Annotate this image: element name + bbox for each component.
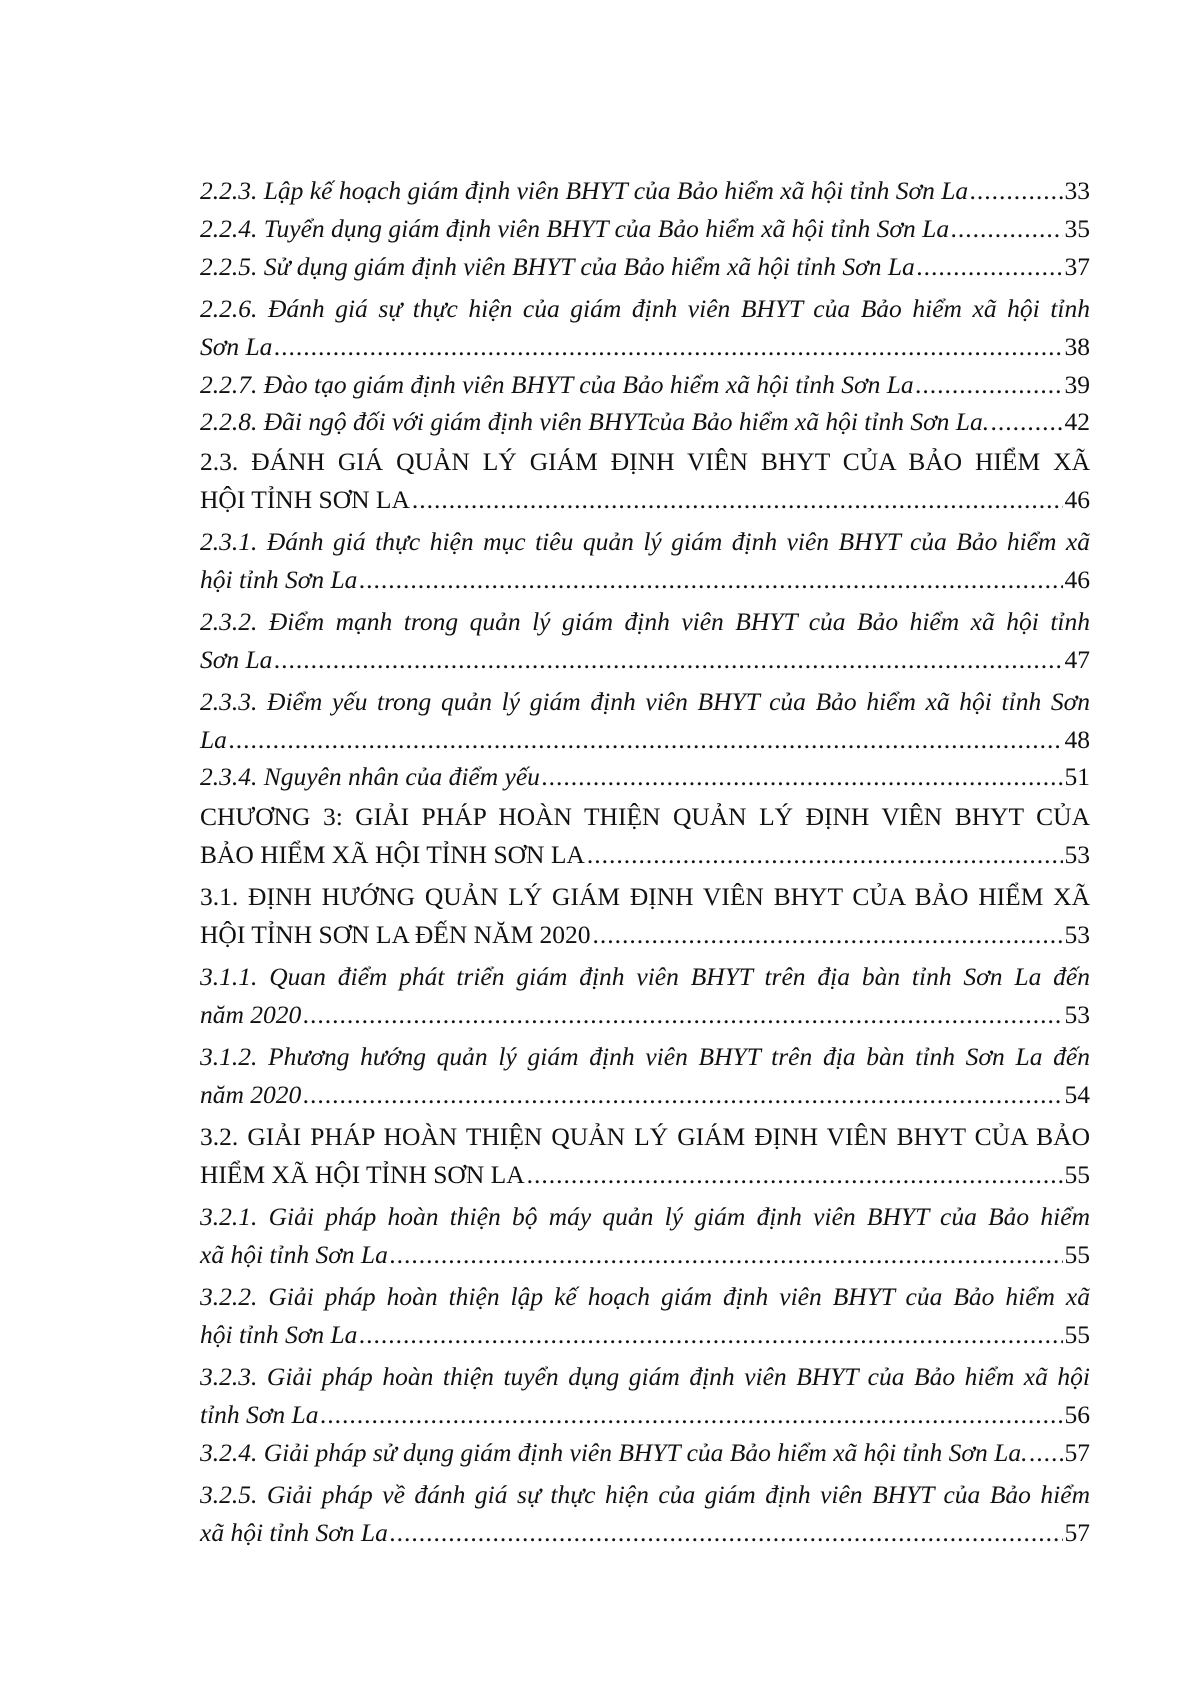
dot-leader [593, 916, 1063, 954]
toc-page-number: 39 [1064, 370, 1090, 399]
toc-entry[interactable] [200, 443, 1090, 519]
toc-entry-row [200, 721, 1090, 759]
toc-entry-title-line: xã hội tỉnh Sơn La [200, 1518, 388, 1547]
toc-page-number: 57 [1064, 1518, 1090, 1547]
toc-entry-title-line: HỘI TỈNH SƠN LA [200, 485, 410, 514]
dot-leader [303, 996, 1062, 1034]
toc-entry-title-line: HỘI TỈNH SƠN LA ĐẾN NĂM 2020 [200, 920, 591, 949]
toc-page-number: 48 [1064, 725, 1090, 754]
dot-leader [917, 248, 1063, 286]
toc-entry-title-line: 2.2.3. Lập kế hoạch giám định viên BHYT của Bảo hiểm xã hội tỉnh Sơn La [200, 176, 969, 205]
dot-leader [587, 836, 1063, 874]
toc-entry-title-line: năm 2020 [200, 1080, 302, 1109]
dot-leader [390, 1514, 1063, 1552]
toc-entry-title-line: Sơn La [200, 645, 273, 674]
toc-entry-title-line: 3.2.3. Giải pháp hoàn thiện tuyển dụng giám định viên BHYT của Bảo hiểm xã hội [200, 1362, 1090, 1391]
dot-leader [229, 721, 1063, 759]
toc-entry-title-line: 2.3.2. Điểm mạnh trong quản lý giám định viên BHYT của Bảo hiểm xã hội tỉnh [200, 607, 1090, 636]
toc-entry[interactable] [200, 1038, 1090, 1114]
toc-entry-row [200, 328, 1090, 366]
toc-entry-title-line: 3.2.5. Giải pháp về đánh giá sự thực hiện của giám định viên BHYT của Bảo hiểm [200, 1480, 1090, 1509]
toc-entry-title-line: 3.2. GIẢI PHÁP HOÀN THIỆN QUẢN LÝ GIÁM ĐỊNH VIÊN BHYT CỦA BẢO [200, 1122, 1090, 1151]
toc-page-number: 47 [1064, 645, 1090, 674]
dot-leader [970, 172, 1062, 210]
toc-entry[interactable] [200, 1434, 1090, 1472]
toc-page-number: 42 [1064, 407, 1090, 436]
toc-entry-row [200, 172, 1090, 210]
toc-entry-row [200, 641, 1090, 679]
toc-page-number: 55 [1064, 1160, 1090, 1189]
dot-leader [542, 759, 1063, 794]
toc-entry[interactable] [200, 683, 1090, 759]
dot-leader [274, 328, 1062, 366]
toc-entry-row [200, 481, 1090, 519]
toc-entry-title-line: 2.2.5. Sử dụng giám định viên BHYT của Bảo hiểm xã hội tỉnh Sơn La [200, 252, 915, 281]
toc-entry-title-line: HIỂM XÃ HỘI TỈNH SƠN LA [200, 1160, 525, 1189]
dot-leader [527, 1156, 1063, 1194]
toc-entry-title-line: 2.2.8. Đãi ngộ đối với giám định viên BHYTcủa Bảo hiểm xã hội tỉnh Sơn La. [200, 407, 990, 436]
dot-leader [390, 1236, 1063, 1274]
toc-entry-row [200, 248, 1090, 286]
toc-entry-title-line: 2.3.4. Nguyên nhân của điểm yếu [200, 762, 540, 791]
toc-entry[interactable] [200, 878, 1090, 954]
toc-entry[interactable] [200, 366, 1090, 404]
toc-page-number: 56 [1064, 1400, 1090, 1429]
toc-entry-title-line: tỉnh Sơn La [200, 1400, 319, 1429]
toc-entry-row [200, 759, 1090, 794]
toc-entry-row [200, 1396, 1090, 1434]
toc-entry-title-line: 3.1. ĐỊNH HƯỚNG QUẢN LÝ GIÁM ĐỊNH VIÊN BHYT CỦA BẢO HIỂM XÃ [200, 882, 1090, 911]
toc-entry-title-line: 3.2.4. Giải pháp sử dụng giám định viên BHYT của Bảo hiểm xã hội tỉnh Sơn La. [200, 1438, 1028, 1467]
toc-page-number: 53 [1064, 920, 1090, 949]
toc-entry[interactable] [200, 1118, 1090, 1194]
toc-page-number: 46 [1064, 485, 1090, 514]
toc-entry-row [200, 210, 1090, 248]
toc-page-number: 54 [1064, 1080, 1090, 1109]
toc-page-number: 57 [1064, 1438, 1090, 1467]
toc-entry-row [200, 404, 1090, 439]
toc-page-number: 35 [1064, 214, 1090, 243]
dot-leader [320, 1396, 1062, 1434]
toc-entry-title-line: hội tỉnh Sơn La [200, 1320, 358, 1349]
toc-entry[interactable] [200, 210, 1090, 248]
toc-page-number: 46 [1064, 565, 1090, 594]
dot-leader [359, 1316, 1062, 1354]
toc-entry[interactable] [200, 248, 1090, 286]
toc-page-number: 33 [1064, 176, 1090, 205]
toc-entry-title-line: năm 2020 [200, 1000, 302, 1029]
toc-entry-row [200, 836, 1090, 874]
toc-entry[interactable] [200, 290, 1090, 366]
toc-entry[interactable] [200, 1278, 1090, 1354]
toc-entry-row [200, 1514, 1090, 1552]
toc-entry-title-line: BẢO HIỂM XÃ HỘI TỈNH SƠN LA [200, 840, 585, 869]
toc-entry-title-line: 3.1.2. Phương hướng quản lý giám định viên BHYT trên địa bàn tỉnh Sơn La đến [200, 1042, 1090, 1071]
toc-entry[interactable] [200, 798, 1090, 874]
toc-entry[interactable] [200, 172, 1090, 210]
toc-entry-title-line: 3.2.1. Giải pháp hoàn thiện bộ máy quản lý giám định viên BHYT của Bảo hiểm [200, 1202, 1090, 1231]
toc-entry-row [200, 1156, 1090, 1194]
toc-entry[interactable] [200, 1476, 1090, 1552]
toc-entry-title-line: 2.3.3. Điểm yếu trong quản lý giám định viên BHYT của Bảo hiểm xã hội tỉnh Sơn [200, 687, 1090, 716]
dot-leader [303, 1076, 1062, 1114]
toc-entry-title-line: 2.3.1. Đánh giá thực hiện mục tiêu quản lý giám định viên BHYT của Bảo hiểm xã [200, 527, 1090, 556]
toc-entry[interactable] [200, 404, 1090, 439]
dot-leader [1029, 1434, 1062, 1472]
toc-page-number: 55 [1064, 1240, 1090, 1269]
toc-entry-title-line: hội tỉnh Sơn La [200, 565, 358, 594]
toc-entry[interactable] [200, 759, 1090, 794]
toc-entry[interactable] [200, 1198, 1090, 1274]
toc-entry-title-line: Sơn La [200, 332, 273, 361]
toc-page-number: 37 [1064, 252, 1090, 281]
dot-leader [412, 481, 1063, 519]
toc-entry-title-line: 3.2.2. Giải pháp hoàn thiện lập kế hoạch giám định viên BHYT của Bảo hiểm xã [200, 1282, 1090, 1311]
toc-entry-row [200, 561, 1090, 599]
toc-entry[interactable] [200, 523, 1090, 599]
toc-page-number: 51 [1064, 762, 1090, 791]
toc-entry-row [200, 1434, 1090, 1472]
dot-leader [359, 561, 1062, 599]
toc-entry-row [200, 1236, 1090, 1274]
toc-entry-title-line: 3.1.1. Quan điểm phát triển giám định viên BHYT trên địa bàn tỉnh Sơn La đến [200, 962, 1090, 991]
toc-entry[interactable] [200, 603, 1090, 679]
toc-entry-title-line: 2.2.4. Tuyển dụng giám định viên BHYT của Bảo hiểm xã hội tỉnh Sơn La [200, 214, 950, 243]
toc-entry[interactable] [200, 1358, 1090, 1434]
toc-entry-title-line: 2.2.7. Đào tạo giám định viên BHYT của Bảo hiểm xã hội tỉnh Sơn La [200, 370, 914, 399]
toc-entry-title-line: CHƯƠNG 3: GIẢI PHÁP HOÀN THIỆN QUẢN LÝ ĐỊNH VIÊN BHYT CỦA [200, 802, 1090, 831]
table-of-contents [200, 172, 1090, 1552]
toc-entry-row [200, 1076, 1090, 1114]
toc-entry-title-line: La [200, 725, 227, 754]
dot-leader [951, 210, 1062, 248]
toc-entry-title-line: 2.2.6. Đánh giá sự thực hiện của giám định viên BHYT của Bảo hiểm xã hội tỉnh [200, 294, 1090, 323]
toc-entry[interactable] [200, 958, 1090, 1034]
toc-page-number: 53 [1064, 1000, 1090, 1029]
toc-page-number: 55 [1064, 1320, 1090, 1349]
dot-leader [274, 641, 1062, 679]
toc-page-number: 38 [1064, 332, 1090, 361]
toc-entry-row [200, 916, 1090, 954]
toc-entry-row [200, 366, 1090, 404]
toc-entry-title-line: 2.3. ĐÁNH GIÁ QUẢN LÝ GIÁM ĐỊNH VIÊN BHYT CỦA BẢO HIỂM XÃ [200, 447, 1090, 476]
dot-leader [916, 366, 1063, 404]
toc-page-number: 53 [1064, 840, 1090, 869]
toc-entry-title-line: xã hội tỉnh Sơn La [200, 1240, 388, 1269]
toc-entry-row [200, 1316, 1090, 1354]
dot-leader [991, 404, 1062, 439]
toc-entry-row [200, 996, 1090, 1034]
